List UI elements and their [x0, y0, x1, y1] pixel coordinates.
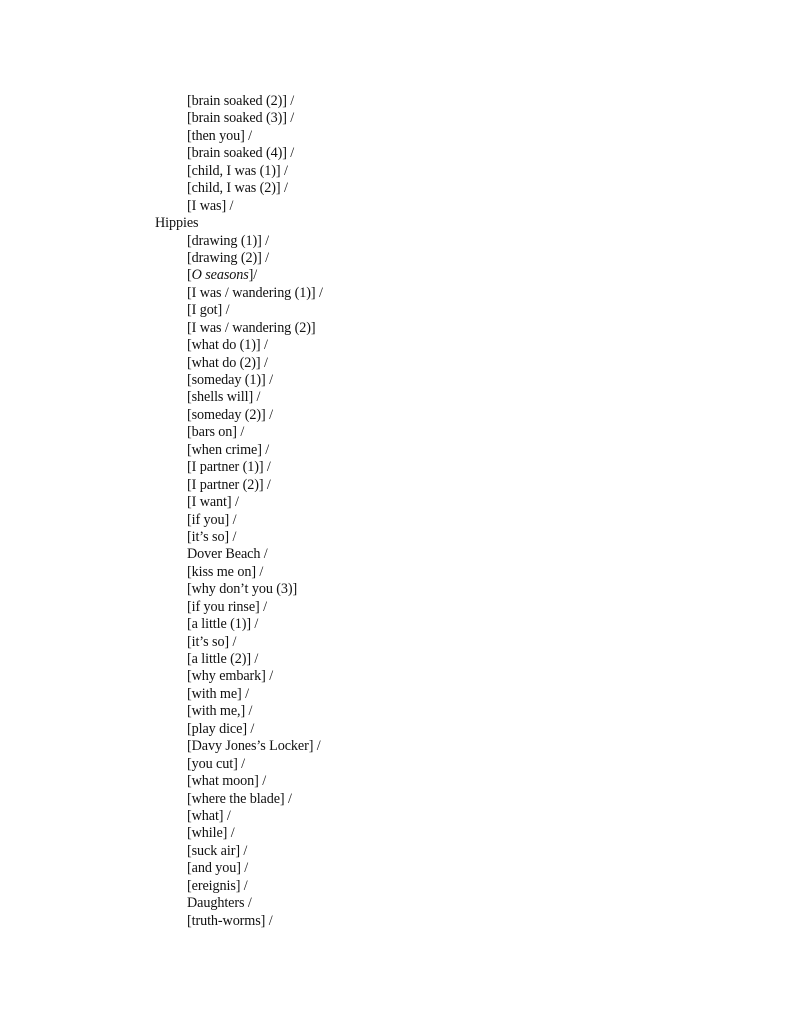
list-item: [brain soaked (2)] /: [187, 93, 295, 109]
list-item: [you cut] /: [187, 755, 245, 772]
bracket-open: [: [187, 267, 192, 284]
list-item: [what do (2)] /: [187, 354, 268, 371]
list-item: [if you] /: [187, 511, 237, 528]
list-item: [it’s so] /: [187, 528, 237, 545]
list-item: [then you] /: [187, 127, 252, 144]
section-heading: Hippies: [155, 215, 199, 232]
list-item: [ereignis] /: [187, 877, 248, 894]
list-item: [truth-worms] /: [187, 912, 273, 929]
list-item: [I was / wandering (2)]: [187, 319, 316, 336]
list-item: [someday (1)] /: [187, 372, 273, 388]
list-item: Daughters /: [187, 895, 252, 912]
list-item: [while] /: [187, 825, 235, 842]
list-item: [a little (1)] /: [187, 616, 259, 633]
list-item: [I got] /: [187, 302, 230, 319]
list-item: [I was] /: [187, 197, 234, 214]
list-item: [child, I was (1)] /: [187, 162, 288, 179]
list-item: [if you rinse] /: [187, 598, 267, 615]
list-item: [what do (1)] /: [187, 337, 268, 354]
list-item: [0, 267, 791, 284]
list-item: [I partner (1)] /: [187, 459, 271, 476]
list-item: [where the blade] /: [187, 790, 292, 807]
list-item: [someday (2)] /: [187, 406, 273, 423]
list-item: [bars on] /: [187, 424, 245, 441]
list-item: [it’s so] /: [187, 633, 237, 650]
list-item: [suck air] /: [187, 842, 248, 859]
list-item: [Davy Jones’s Locker] /: [187, 738, 321, 755]
list-item: [what] /: [187, 807, 231, 824]
bracket-close: ]/: [248, 267, 258, 284]
list-item: [child, I was (2)] /: [187, 180, 288, 197]
list-item: [and you] /: [187, 860, 249, 877]
list-item: [brain soaked (4)] /: [187, 145, 295, 162]
list-item: [I partner (2)] /: [187, 476, 271, 493]
list-item: [I want] /: [187, 494, 239, 511]
list-item: [what moon] /: [187, 773, 267, 790]
list-item: [a little (2)] /: [187, 651, 259, 667]
list-item: [with me,] /: [187, 703, 253, 720]
list-item: [when crime] /: [187, 441, 270, 458]
list-item: [kiss me on] /: [187, 563, 264, 580]
list-item: [drawing (1)] /: [187, 232, 270, 249]
italic-title: O seasons: [191, 267, 249, 284]
list-item: Dover Beach /: [187, 546, 268, 563]
list-item: [brain soaked (3)] /: [187, 110, 295, 127]
list-item: [play dice] /: [187, 720, 255, 737]
document-page: [0, 93, 791, 930]
list-item: [with me] /: [187, 685, 249, 702]
list-item: [I was / wandering (1)] /: [187, 284, 323, 301]
list-item: [why don’t you (3)]: [187, 581, 298, 598]
list-item: [why embark] /: [187, 668, 274, 685]
list-item: [shells will] /: [187, 389, 261, 406]
list-item: [drawing (2)] /: [187, 249, 270, 266]
